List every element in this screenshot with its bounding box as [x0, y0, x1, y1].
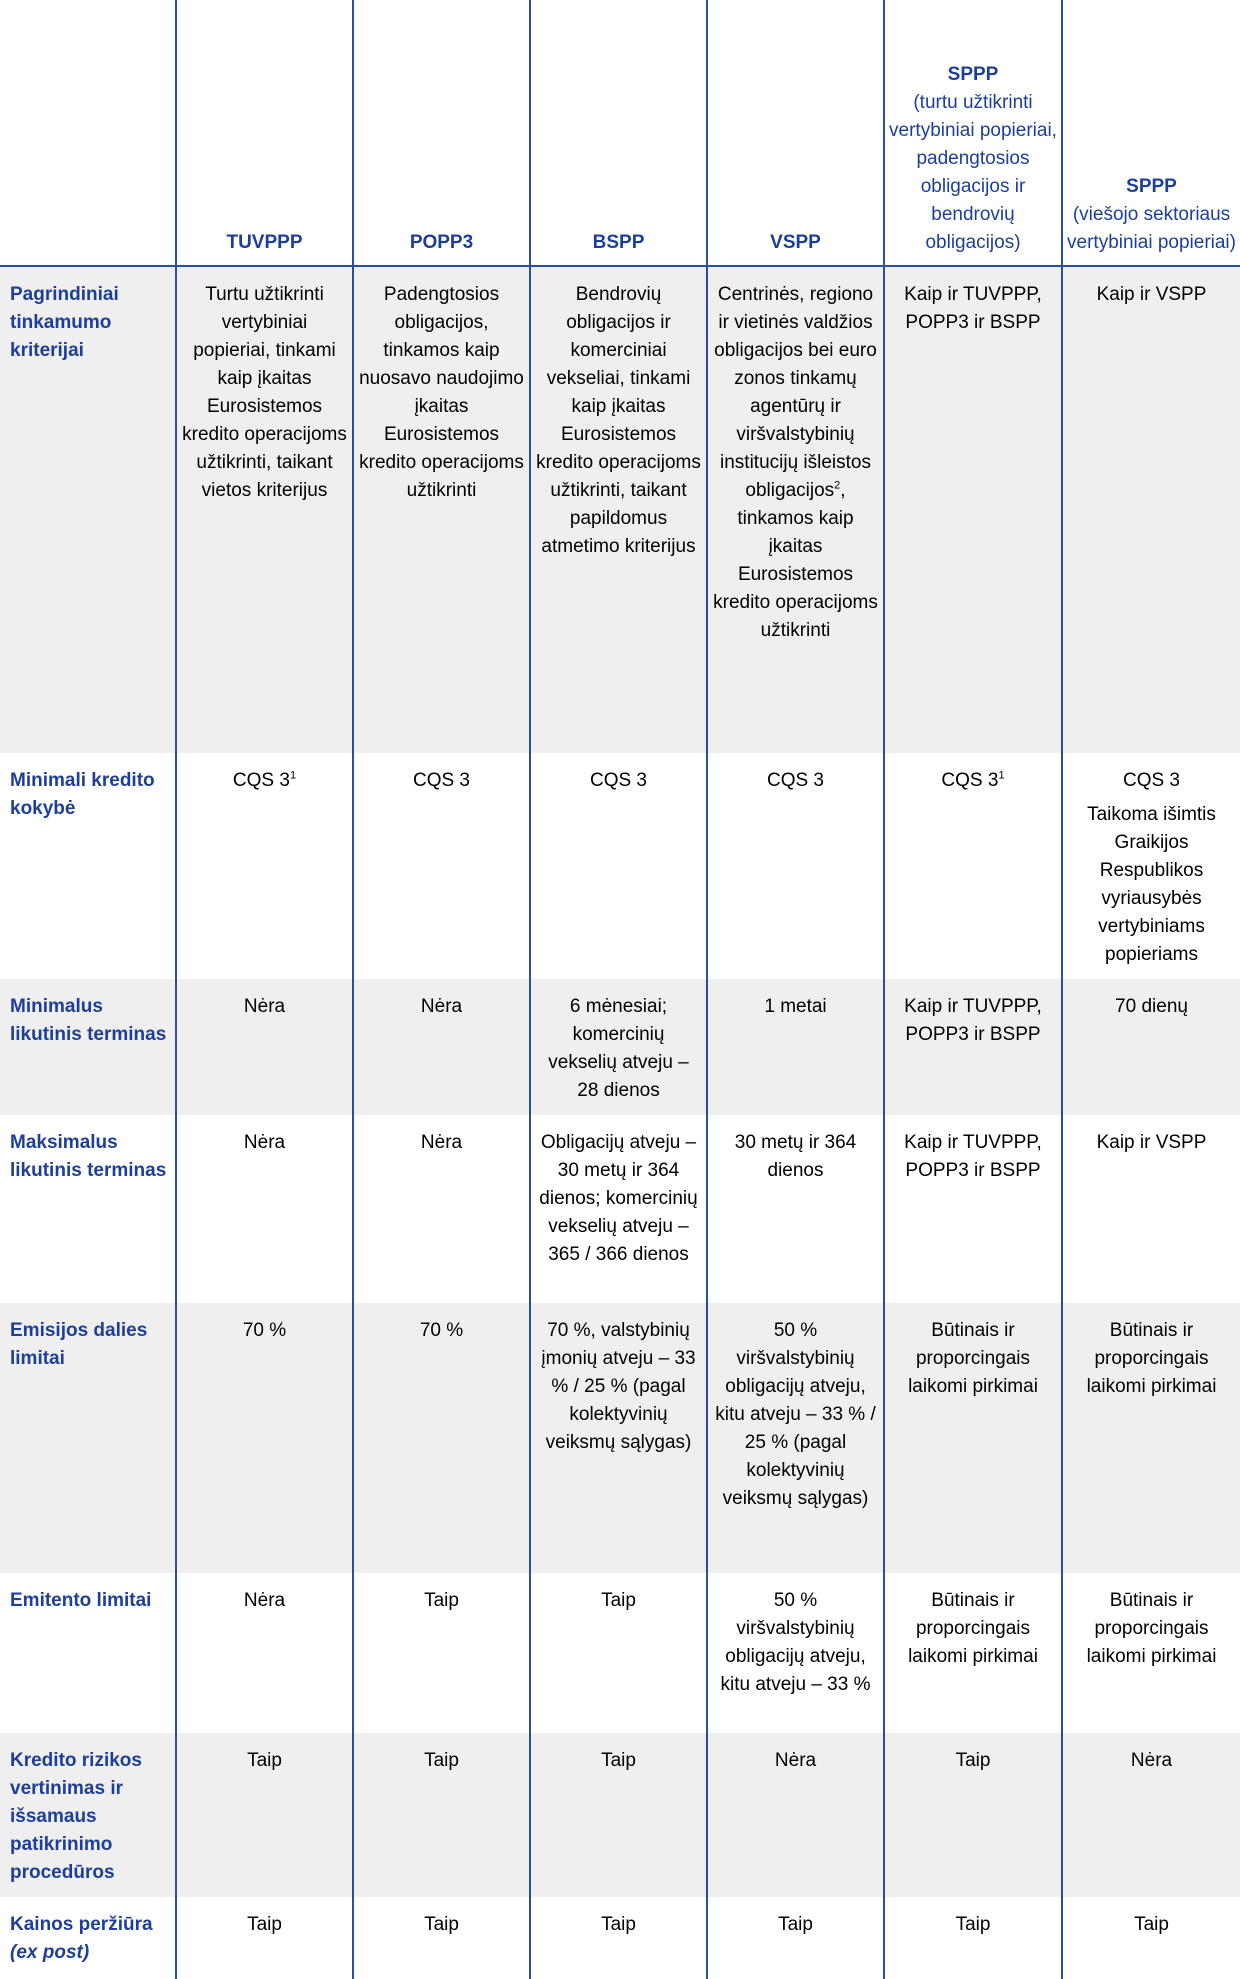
table-cell: 70 dienų — [1062, 979, 1240, 1115]
column-header-sppp-private-sub: (turtu užtikrinti vertybiniai popieriai, padengtosios obligacijos ir bendrovių obligacijos) — [889, 92, 1057, 253]
table-cell: Centrinės, regiono ir vietinės valdžios obligacijos bei euro zonos tinkamų agentūrų ir viršvalstybinių institucijų išleistos obligacijos$^2$, tinkamos kaip įkaitas Eurosistemos kredito operacijoms užtikrinti — [707, 266, 884, 753]
table-cell: Obligacijų atveju – 30 metų ir 364 dienos; komercinių vekselių atveju – 365 / 366 dienos — [530, 1115, 707, 1303]
table-cell: Kaip ir VSPP — [1062, 266, 1240, 753]
table-cell: 70 % — [353, 1303, 530, 1573]
table-cell: Padengtosios obligacijos, tinkamos kaip nuosavo naudojimo įkaitas Eurosistemos kredito operacijoms užtikrinti — [353, 266, 530, 753]
table-cell: Taip — [1062, 1897, 1240, 1979]
row-label: Kredito rizikos vertinimas ir išsamaus patikrinimo procedūros — [0, 1733, 176, 1897]
greek-exception-note: Taikoma išimtis Graikijos Respublikos vyriausybės vertybiniams popieriams — [1087, 804, 1216, 965]
table-cell: 30 metų ir 364 dienos — [707, 1115, 884, 1303]
column-header-bspp: BSPP — [530, 0, 707, 266]
table-cell: CQS 3 — [530, 753, 707, 979]
table-cell: CQS 3 Taikoma išimtis Graikijos Respublikos vyriausybės vertybiniams popieriams — [1062, 753, 1240, 979]
table-cell: Taip — [884, 1733, 1062, 1897]
footnote-marker: 1 — [289, 769, 297, 782]
table-cell: Būtinais ir proporcingais laikomi pirkimai — [1062, 1573, 1240, 1733]
table-cell: Nėra — [353, 979, 530, 1115]
table-row — [0, 979, 1240, 1115]
table-cell: Taip — [884, 1897, 1062, 1979]
column-header-popp3: POPP3 — [353, 0, 530, 266]
column-header-tuvppp: TUVPPP — [176, 0, 353, 266]
table-cell: CQS $3^1$ — [176, 753, 353, 979]
table-cell: Nėra — [176, 1115, 353, 1303]
table-cell: Kaip ir VSPP — [1062, 1115, 1240, 1303]
table-cell: Taip — [353, 1897, 530, 1979]
column-header-sppp-public-sub: (viešojo sektoriaus vertybiniai popieriai) — [1067, 204, 1236, 253]
table-cell: Kaip ir TUVPPP, POPP3 ir BSPP — [884, 1115, 1062, 1303]
table-cell: Nėra — [353, 1115, 530, 1303]
row-label: Minimali kredito kokybė — [10, 770, 155, 819]
row-label: Kainos peržiūra (ex post) — [10, 1914, 153, 1963]
footnote-marker: 1 — [998, 769, 1005, 782]
table-cell: Būtinais ir proporcingais laikomi pirkimai — [1062, 1303, 1240, 1573]
row-label: Emitento limitai — [10, 1590, 152, 1611]
table-cell: Būtinais ir proporcingais laikomi pirkimai — [884, 1573, 1062, 1733]
table-cell: Taip — [530, 1897, 707, 1979]
table-row — [0, 266, 1240, 753]
table-cell: Turtu užtikrinti vertybiniai popieriai, tinkami kaip įkaitas Eurosistemos kredito operacijoms užtikrinti, taikant vietos kriterijus — [176, 266, 353, 753]
table-row — [0, 1897, 1240, 1979]
header-corner — [0, 0, 176, 266]
table-cell: Nėra — [176, 1573, 353, 1733]
row-label: Maksimalus likutinis terminas — [10, 1132, 167, 1181]
table-cell: 50 % viršvalstybinių obligacijų atveju, kitu atveju – 33 % / 25 % (pagal kolektyvinių veiksmų sąlygas) — [707, 1303, 884, 1573]
table-cell: Būtinais ir proporcingais laikomi pirkimai — [884, 1303, 1062, 1573]
table-cell: Kaip ir TUVPPP, POPP3 ir BSPP — [884, 979, 1062, 1115]
table-cell: CQS 3 — [707, 753, 884, 979]
table-row — [0, 1115, 1240, 1303]
footnote-marker: 2 — [834, 479, 841, 492]
table-cell: Taip — [353, 1733, 530, 1897]
column-header-sppp-private: SPPP (turtu užtikrinti vertybiniai popieriai, padengtosios obligacijos ir bendrovių obligacijos) — [884, 0, 1062, 266]
table-cell: 50 % viršvalstybinių obligacijų atveju, kitu atveju – 33 % — [707, 1573, 884, 1733]
table-cell: CQS $3^1$ — [884, 753, 1062, 979]
table-cell: Taip — [353, 1573, 530, 1733]
column-header-sppp-public: SPPP (viešojo sektoriaus vertybiniai popieriai) — [1062, 0, 1240, 266]
table-cell: Nėra — [1062, 1733, 1240, 1897]
table-cell: 1 metai — [707, 979, 884, 1115]
table-cell: Taip — [176, 1733, 353, 1897]
table-cell: 6 mėnesiai; komercinių vekselių atveju – 28 dienos — [530, 979, 707, 1115]
table-cell: 70 % — [176, 1303, 353, 1573]
row-label: Pagrindiniai tinkamumo kriterijai — [0, 266, 176, 753]
table-cell: Kaip ir TUVPPP, POPP3 ir BSPP — [884, 266, 1062, 753]
table-cell: Nėra — [176, 979, 353, 1115]
row-label: Minimalus likutinis terminas — [0, 979, 176, 1115]
table-cell: 70 %, valstybinių įmonių atveju – 33 % / 25 % (pagal kolektyvinių veiksmų sąlygas) — [530, 1303, 707, 1573]
table-cell: Nėra — [707, 1733, 884, 1897]
table-row — [0, 1573, 1240, 1733]
table-row — [0, 1733, 1240, 1897]
table-cell: CQS 3 — [353, 753, 530, 979]
table-row — [0, 753, 1240, 979]
table-row — [0, 1303, 1240, 1573]
header-row — [0, 0, 1240, 266]
table-cell: Taip — [530, 1573, 707, 1733]
table-cell: Taip — [707, 1897, 884, 1979]
table-cell: Taip — [176, 1897, 353, 1979]
table-cell: Bendrovių obligacijos ir komerciniai vekseliai, tinkami kaip įkaitas Eurosistemos kredito operacijoms užtikrinti, taikant papildomus atmetimo kriterijus — [530, 266, 707, 753]
table-cell: Taip — [530, 1733, 707, 1897]
row-label: Emisijos dalies limitai — [0, 1303, 176, 1573]
column-header-vspp: VSPP — [707, 0, 884, 266]
